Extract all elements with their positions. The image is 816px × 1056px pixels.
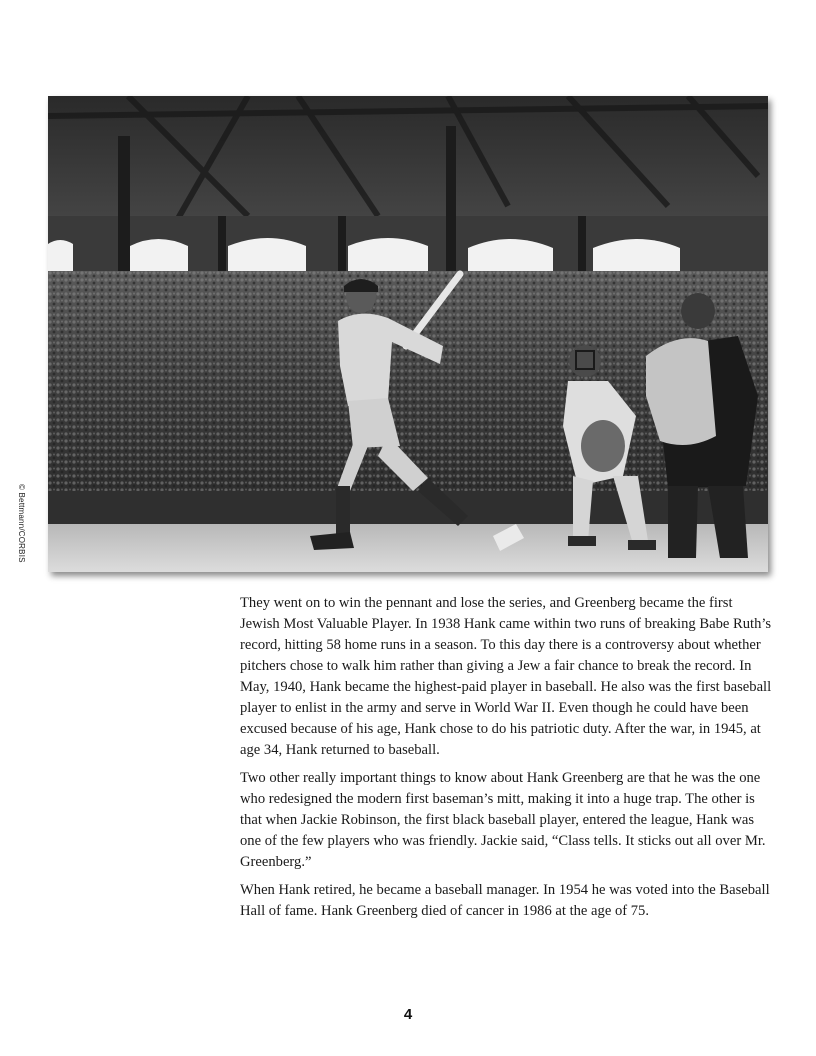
page-number: 4 xyxy=(403,1006,413,1023)
photo-credit xyxy=(17,484,36,563)
paragraph: Two other really important things to know about Hank Greenberg are that he was the one who redesigned the modern first baseman’s mitt, making it into a huge trap. The other is that when Jackie Robinson, the first black baseball player, entered the league, Hank was one of the few players who was friendly. Jackie said, “Class tells. It sticks out all over Mr. Greenberg.” xyxy=(240,770,766,870)
paragraph: When Hank retired, he became a baseball manager. In 1954 he was voted into the Baseball Hall of fame. Hank Greenberg died of cancer in 1986 at the age of 75. xyxy=(240,882,770,919)
paragraph: They went on to win the pennant and lose the series, and Greenberg became the first Jewish Most Valuable Player. In 1938 Hank came within two runs of breaking Babe Ruth’s record, hitting 58 home runs in a season. To this day there is a controversy about whether pitchers chose to walk him rather than giving a Jew a fair chance to break the record. In May, 1940, Hank became the highest-paid player in baseball. He also was the first baseball player to enlist in the army and serve in World War II. Even though he could have been excused because of his age, Hank chose to do his patriotic duty. After the war, in 1945, at age 34, Hank returned to baseball. xyxy=(240,595,772,758)
baseball-photo xyxy=(48,96,768,572)
article-body xyxy=(240,593,772,929)
photo-illustration xyxy=(48,96,768,572)
photo-credit-text: © Bettmann/CORBIS xyxy=(17,484,26,563)
